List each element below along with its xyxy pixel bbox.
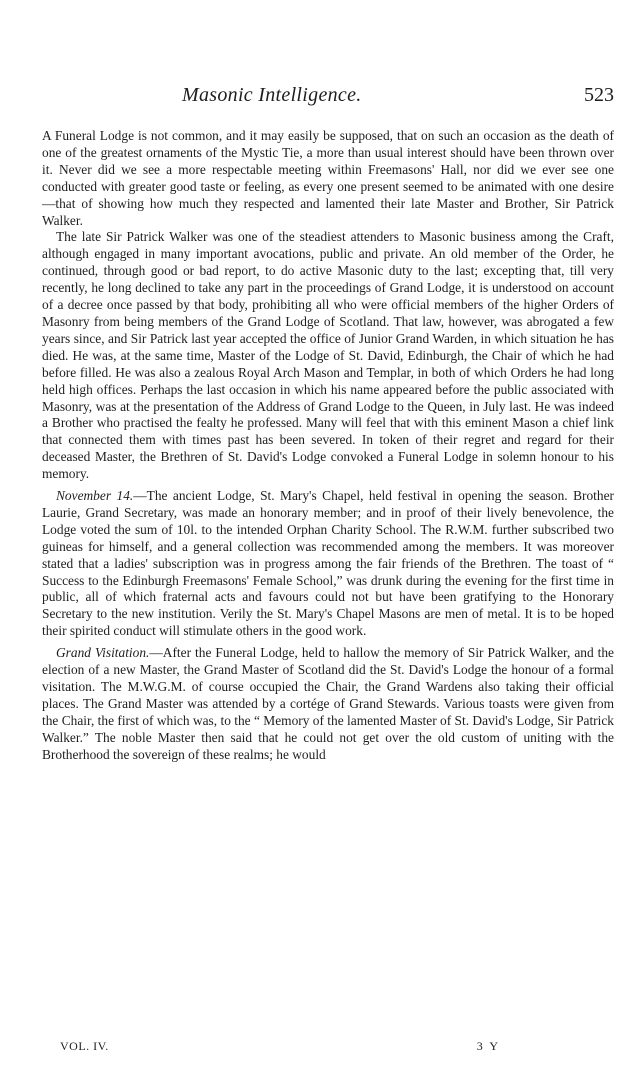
- signature-mark: 3 Y: [476, 1039, 500, 1053]
- article-body: [42, 128, 614, 764]
- paragraph-november-14: [42, 488, 614, 640]
- paragraph-text: —After the Funeral Lodge, held to hallow the memory of Sir Patrick Walker, and the election of a new Master, the Grand Master of Scotland did the St. David's Lodge the honour of a formal visitation. The M.W.G.M. of course occupied the Chair, the Grand Wardens also taking their official places. The Grand Master was attended by a cortége of Grand Stewards. Various toasts were given from the Chair, the first of which was, to the “ Memory of the lamented Master of St. David's Lodge, Sir Patrick Walker.” The noble Master then said that he could not get over the old custom of uniting with the Brotherhood the sovereign of these realms; he would: [42, 645, 615, 762]
- paragraph-text: The late Sir Patrick Walker was one of the steadiest attenders to Masonic business among the Craft, although engaged in many important avocations, public and private. An old member of the Order, he continued, through good or bad report, to do active Masonic duty to the last; excepting that, till very recently, he long declined to take any part in the proceedings of Grand Lodge, it is understood on account of a decree once passed by that body, prohibiting all who were official members of the higher Orders of Masonry from being members of the Grand Lodge of Scotland. That law, however, was abrogated a few years since, and Sir Patrick last year accepted the office of Junior Grand Warden, in which situation he has died. He was, at the same time, Master of the Lodge of St. David, Edinburgh, the Chair of which he had before filled. He was also a zealous Royal Arch Mason and Templar, in both of which Orders he had long held high offices. Perhaps the last occasion in which his name appeared before the public associated with Masonry, was at the presentation of the Address of Grand Lodge to the Queen, in July last. He was indeed a Brother who practised the fealty he professed. Many will feel that with this eminent Mason a chief link that connected them with times past has been severed. In token of their regret and regard for their deceased Master, the Brethren of St. David's Lodge convoked a Funeral Lodge in solemn honour to his memory.: [42, 229, 614, 482]
- paragraph-lead: November 14.: [56, 488, 134, 504]
- running-header: [42, 84, 614, 114]
- volume-label: VOL. IV.: [60, 1039, 109, 1053]
- page-number: 523: [584, 84, 614, 106]
- paragraph-funeral-lodge: [42, 128, 614, 229]
- paragraph-sir-patrick-walker: [42, 229, 614, 483]
- page-footer: [60, 1039, 500, 1059]
- paragraph-text: A Funeral Lodge is not common, and it may easily be supposed, that on such an occasion as the death of one of the greatest ornaments of the Mystic Tie, a more than usual interest should have been thrown over it. Never did we see a more respectable meeting within Freemasons' Hall, nor did we ever see one conducted with greater good taste or feeling, as every one present seemed to be animated with one desire—that of showing how much they respected and lamented their late Master and Brother, Sir Patrick Walker.: [42, 128, 614, 228]
- running-title: Masonic Intelligence.: [182, 84, 362, 106]
- paragraph-grand-visitation: [42, 645, 614, 763]
- paragraph-lead: Grand Visitation.: [56, 645, 150, 661]
- paragraph-text: —The ancient Lodge, St. Mary's Chapel, held festival in opening the season. Brother Laurie, Grand Secretary, was made an honorary member; and in proof of their lively benevolence, the Lodge voted the sum of 10l. to the intended Orphan Charity School. The R.W.M. further subscribed two guineas for himself, and a general collection was recommended among the members. It was moreover stated that a ladies' subscription was in progress among the fair friends of the Brethren. The toast of “ Success to the Edinburgh Freemasons' Female School,” was drunk during the evening for the first time in public, all of which fraternal acts and favours could not but have been gratifying to the Honorary Secretary to the new institution. Verily the St. Mary's Chapel Masons are men of metal. It is to be hoped their spirited conduct will stimulate others in the good work.: [42, 488, 615, 639]
